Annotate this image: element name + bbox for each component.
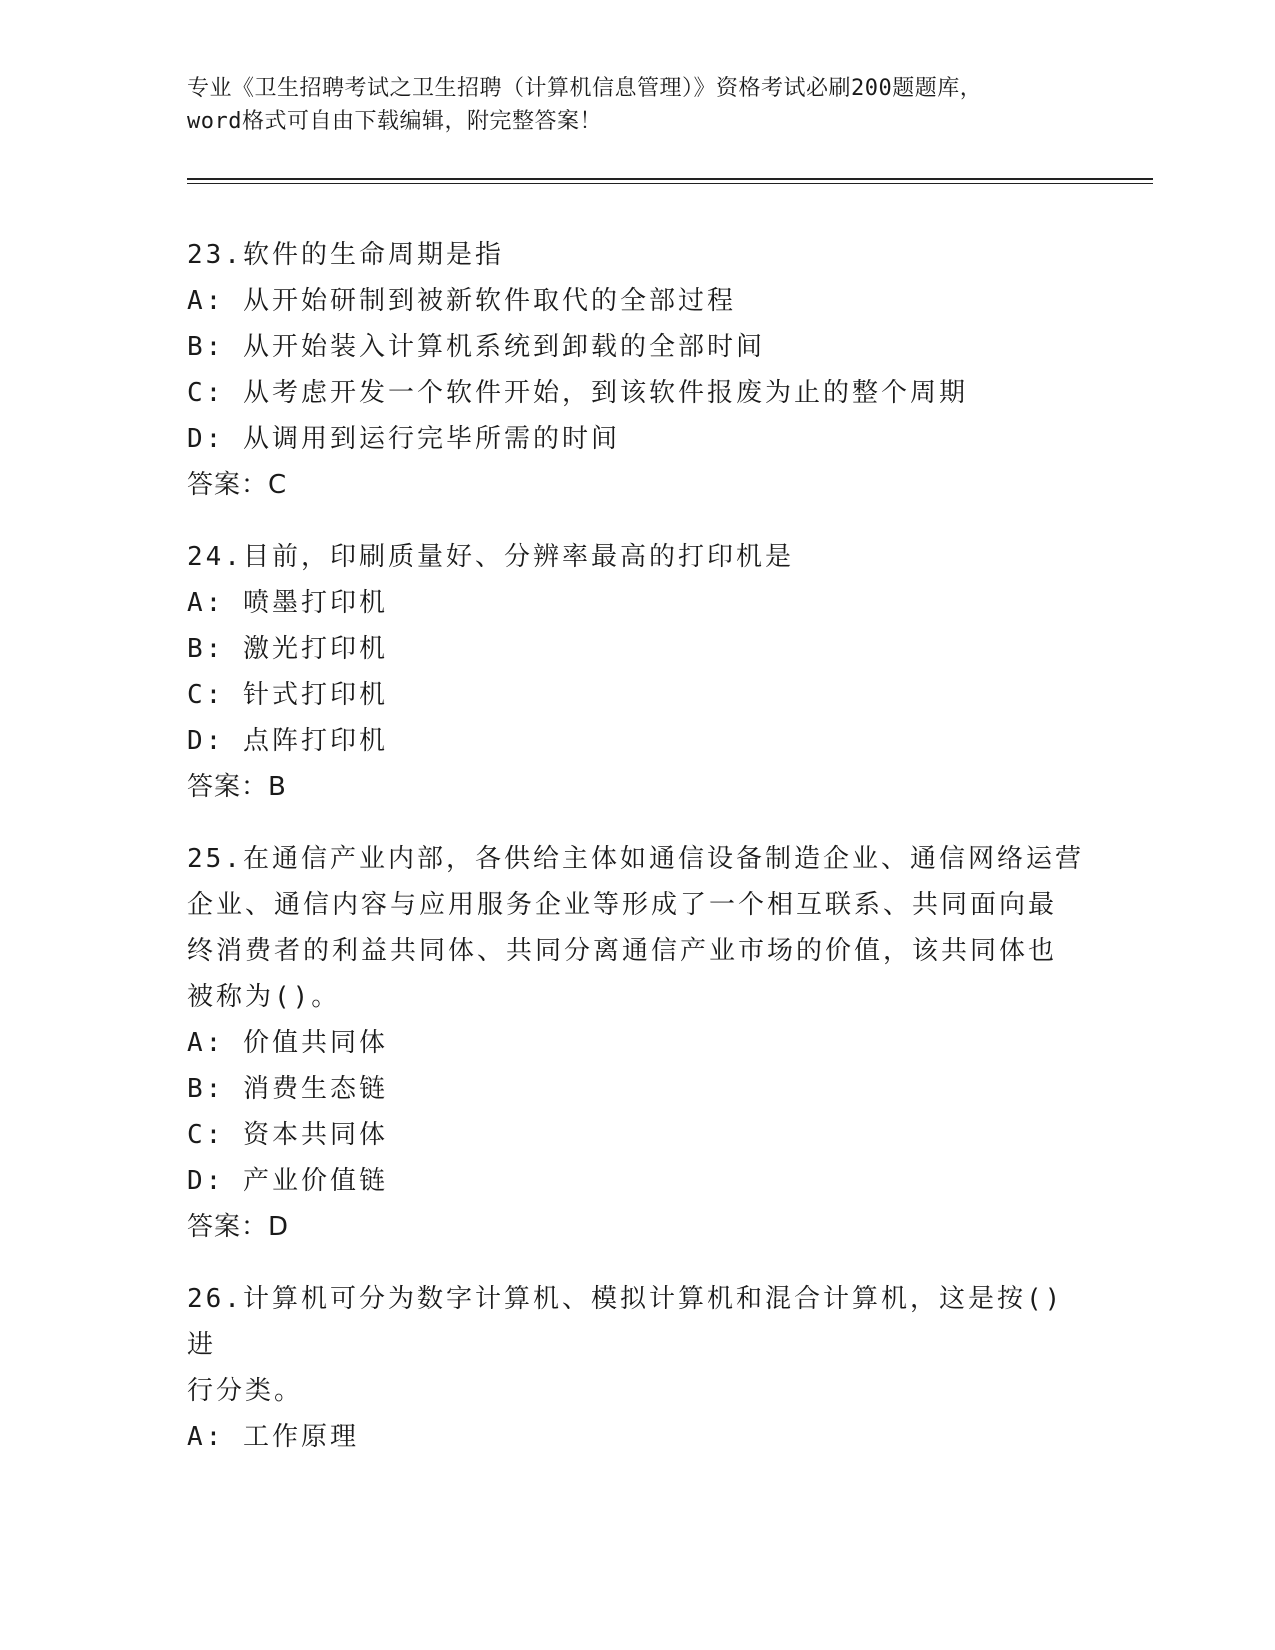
question-26 — [187, 1276, 1087, 1460]
option-a: A: 从开始研制到被新软件取代的全部过程 — [187, 286, 736, 316]
option-a: A: 价值共同体 — [187, 1028, 388, 1058]
option-d: D: 点阵打印机 — [187, 726, 388, 756]
question-stem-line-2: 行分类。 — [187, 1376, 304, 1406]
question-stem-line-2: 企业、通信内容与应用服务企业等形成了一个相互联系、共同面向最 — [187, 890, 1058, 920]
option-a: A: 喷墨打印机 — [187, 588, 388, 618]
answer-label: 答案：D — [187, 1212, 290, 1242]
option-a: A: 工作原理 — [187, 1422, 359, 1452]
question-stem: 23.软件的生命周期是指 — [187, 240, 504, 270]
option-b: B: 从开始装入计算机系统到卸载的全部时间 — [187, 332, 765, 362]
answer-label: 答案：C — [187, 470, 288, 500]
document-header — [187, 72, 1087, 138]
option-c: C: 资本共同体 — [187, 1120, 388, 1150]
option-b: B: 激光打印机 — [187, 634, 388, 664]
header-divider-thin — [187, 183, 1153, 184]
question-23 — [187, 232, 1087, 508]
header-line-2: word格式可自由下载编辑，附完整答案！ — [187, 109, 602, 134]
question-list — [187, 232, 1087, 1486]
option-c: C: 从考虑开发一个软件开始，到该软件报废为止的整个周期 — [187, 378, 968, 408]
question-stem-line-4: 被称为()。 — [187, 982, 341, 1012]
option-d: D: 产业价值链 — [187, 1166, 388, 1196]
question-stem-line-1: 26.计算机可分为数字计算机、模拟计算机和混合计算机，这是按()进 — [187, 1284, 1064, 1360]
header-divider-thick — [187, 178, 1153, 180]
header-line-1: 专业《卫生招聘考试之卫生招聘（计算机信息管理）》资格考试必刷200题题库， — [187, 76, 983, 101]
question-stem: 24.目前，印刷质量好、分辨率最高的打印机是 — [187, 542, 794, 572]
question-25 — [187, 836, 1087, 1250]
option-d: D: 从调用到运行完毕所需的时间 — [187, 424, 620, 454]
answer-label: 答案：B — [187, 772, 287, 802]
option-b: B: 消费生态链 — [187, 1074, 388, 1104]
question-stem-line-1: 25.在通信产业内部，各供给主体如通信设备制造企业、通信网络运营 — [187, 844, 1084, 874]
question-24 — [187, 534, 1087, 810]
option-c: C: 针式打印机 — [187, 680, 388, 710]
question-stem-line-3: 终消费者的利益共同体、共同分离通信产业市场的价值，该共同体也 — [187, 936, 1058, 966]
